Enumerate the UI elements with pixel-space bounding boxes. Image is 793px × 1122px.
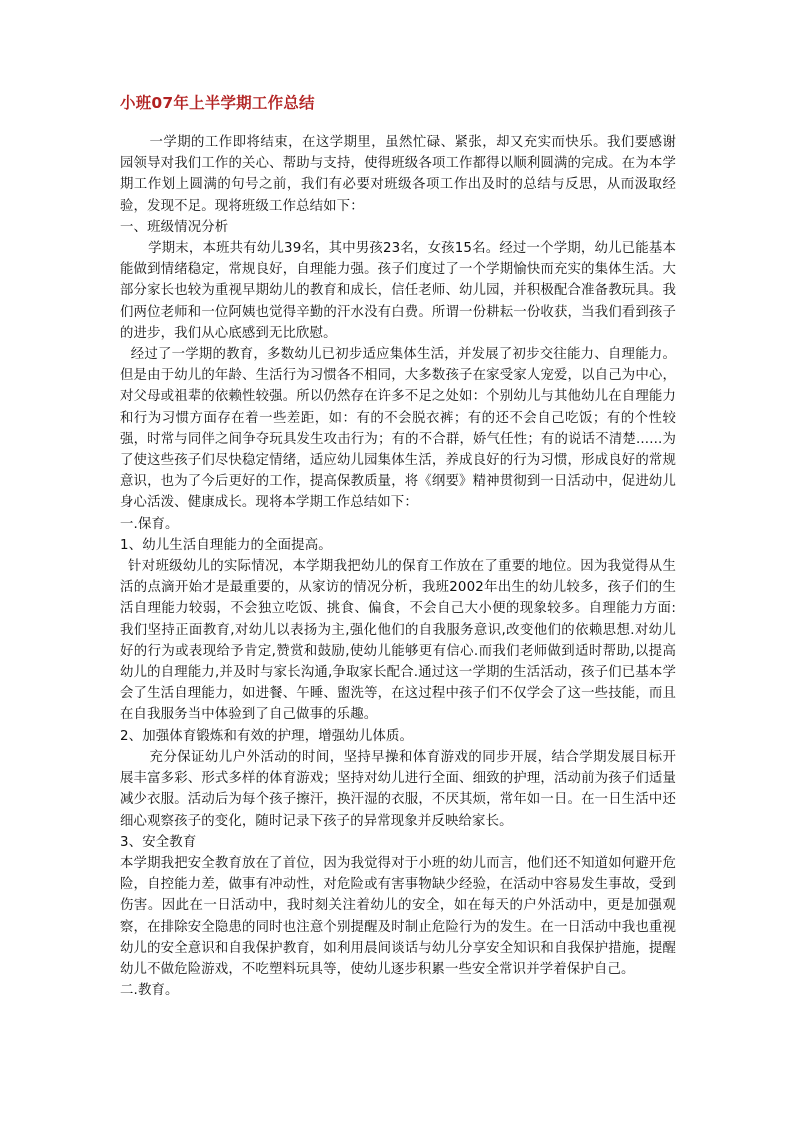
class-analysis-paragraph-1: 学期末，本班共有幼儿39名，其中男孩23名，女孩15名。经过一个学期，幼儿已能基本能做到情绪稳定，常规良好，自理能力强。孩子们度过了一个学期愉快而充实的集体生活。大部分家长也较为重视早期幼儿的教育和成长，信任老师、幼儿园，并积极配合准备教玩具。我们两位老师和一位阿姨也觉得辛勤的汗水没有白费。所谓一份耕耘一份收获，当我们看到孩子的进步，我们从心底感到无比欣慰。 (120, 241, 676, 341)
safety-paragraph: 本学期我把安全教育放在了首位，因为我觉得对于小班的幼儿而言，他们还不知道如何避开危险，自控能力差，做事有冲动性，对危险或有害事物缺少经验，在活动中容易发生事故，受到伤害。因此在一日活动中，我时刻关注着幼儿的安全，如在每天的户外活动中，更是加强观察，在排除安全隐患的同时也注意个别提醒及时制止危险行为的发生。在一日活动中我也重视幼儿的安全意识和自我保护教育，如利用晨间谈话与幼儿分享安全知识和自我保护措施，提醒幼儿不做危险游戏，不吃塑料玩具等，使幼儿逐步积累一些安全常识并学着保护自己。 (120, 855, 676, 977)
document-page (120, 92, 676, 1001)
class-analysis-paragraph-2: 经过了一学期的教育，多数幼儿已初步适应集体生活，并发展了初步交往能力、自理能力。但是由于幼儿的年龄、生活行为习惯各不相同，大多数孩子在家受家人宠爱，以自己为中心，对父母或祖辈的依赖性较强。所以仍然存在许多不足之处如：个别幼儿与其他幼儿在自理能力和行为习惯方面存在着一些差距，如：有的不会脱衣裤；有的还不会自己吃饭；有的个性较强，时常与同伴之间争夺玩具发生攻击行为；有的不合群，娇气任性；有的说话不清楚......为了使这些孩子们尽快稳定情绪，适应幼儿园集体生活，养成良好的行为习惯，形成良好的常规意识，也为了今后更好的工作，提高保教质量，将《纲要》精神贯彻到一日活动中，促进幼儿身心活泼、健康成长。现将本学期工作总结如下： (120, 347, 676, 511)
section-heading-care: 一.保育。 (120, 516, 179, 532)
intro-paragraph: 一学期的工作即将结束，在这学期里，虽然忙碌、紧张，却又充实而快乐。我们要感谢园领导对我们工作的关心、帮助与支持，使得班级各项工作都得以顺利圆满的完成。在为本学期工作划上圆满的句号之前，我们有必要对班级各项工作出及时的总结与反思，从而汲取经验，发现不足。现将班级工作总结如下： (120, 135, 676, 214)
item-heading-safety: 3、安全教育 (120, 834, 197, 850)
physical-exercise-paragraph: 充分保证幼儿户外活动的时间，坚持早操和体育游戏的同步开展，结合学期发展目标开展丰富多彩、形式多样的体育游戏；坚持对幼儿进行全面、细致的护理，活动前为孩子们适量减少衣服。活动后为每个孩子擦汗，换汗湿的衣服，不厌其烦，常年如一日。在一日生活中还细心观察孩子的变化，随时记录下孩子的异常现象并反映给家长。 (120, 749, 676, 829)
item-heading-self-care: 1、幼儿生活自理能力的全面提高。 (120, 537, 332, 553)
section-heading-education: 二.教育。 (120, 983, 179, 999)
item-heading-physical-exercise: 2、加强体育锻炼和有效的护理，增强幼儿体质。 (120, 728, 414, 744)
document-title: 小班07年上半学期工作总结 (120, 94, 315, 112)
section-heading-class-analysis: 一、班级情况分析 (120, 219, 229, 235)
self-care-paragraph: 针对班级幼儿的实际情况，本学期我把幼儿的保育工作放在了重要的地位。因为我觉得从生活的点滴开始才是最重要的，从家访的情况分析，我班2002年出生的幼儿较多，孩子们的生活自理能力较弱，不会独立吃饭、挑食、偏食，不会自己大小便的现象较多。自理能力方面:我们坚持正面教育,对幼儿以表扬为主,强化他们的自我服务意识,改变他们的依赖思想.对幼儿好的行为或表现给予肯定,赞赏和鼓励,使幼儿能够更有信心.而我们老师做到适时帮助,以提高幼儿的自理能力,并及时与家长沟通,争取家长配合.通过这一学期的生活活动，孩子们已基本学会了生活自理能力，如进餐、午睡、盥洗等，在这过程中孩子们不仅学会了这一些技能，而且在自我服务当中体验到了自己做事的乐趣。 (120, 559, 676, 723)
